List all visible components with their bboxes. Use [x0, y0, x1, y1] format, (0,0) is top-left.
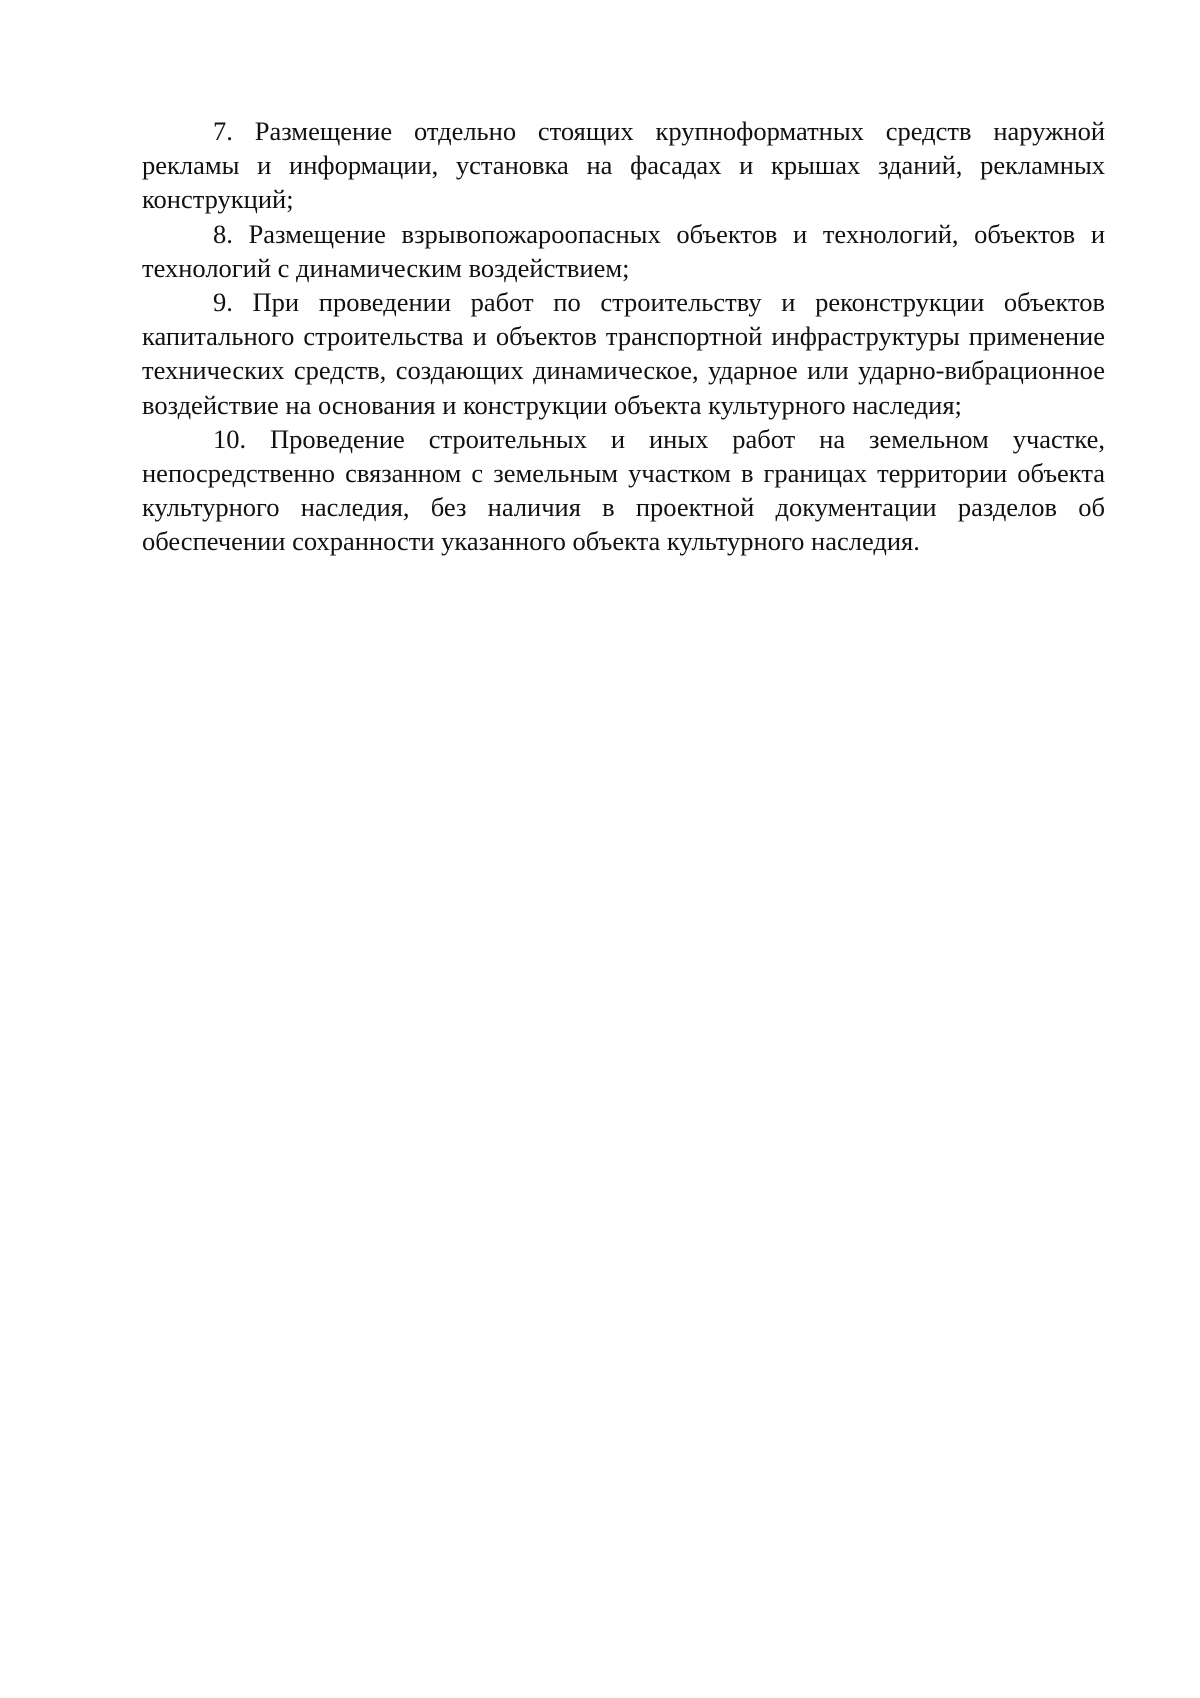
- paragraph-item-8: 8. Размещение взрывопожароопасных объектов и технологий, объектов и технологий с динамическим воздействием;: [142, 218, 1105, 283]
- paragraph-item-10: 10. Проведение строительных и иных работ на земельном участке, непосредственно связанном с земельным участком в границах территории объекта культурного наследия, без наличия в проектной документации разделов об обеспечении сохранности указанного объекта культурного наследия.: [142, 423, 1105, 557]
- paragraph-item-9: 9. При проведении работ по строительству и реконструкции объектов капитального строительства и объектов транспортной инфраструктуры применение технических средств, создающих динамическое, ударное или ударно-вибрационное воздействие на основания и конструкции объекта культурного наследия;: [142, 287, 1105, 420]
- document-body: [142, 114, 1105, 559]
- paragraph-item-7: 7. Размещение отдельно стоящих крупноформатных средств наружной рекламы и информации, установка на фасадах и крышах зданий, рекламных конструкций;: [142, 116, 1105, 215]
